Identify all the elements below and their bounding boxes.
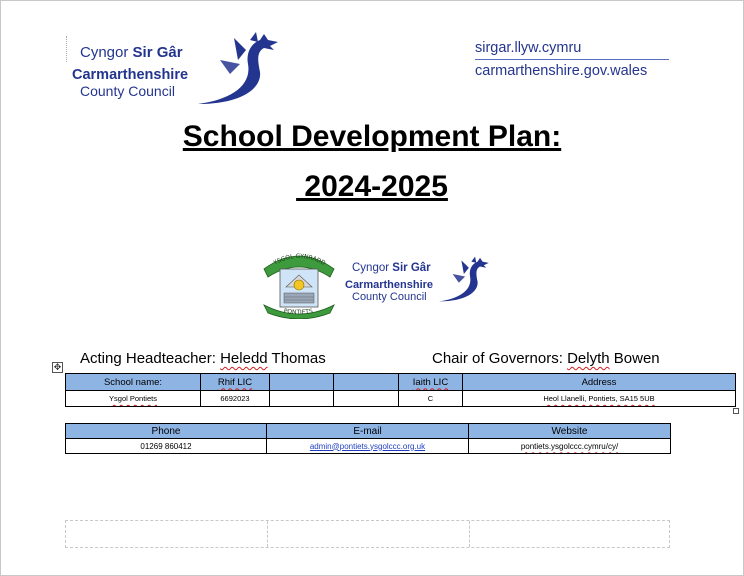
header-rhif-lic: Rhif LIC [201,374,270,391]
council-logo-small [344,248,494,310]
svg-text:YSGOL GYNRADD: YSGOL GYNRADD [272,252,327,268]
contact-info-table [65,423,671,454]
table-header-row [66,374,736,391]
logo-line2: Carmarthenshire [72,67,189,83]
welsh-web-address[interactable]: sirgar.llyw.cymru [475,40,669,60]
document-title: School Development Plan: [182,120,562,153]
header-school-name: School name: [66,374,201,391]
header-phone: Phone [66,424,267,439]
table-row [66,391,736,407]
council-web-addresses [475,40,669,79]
school-crest-icon [258,247,340,319]
header-address: Address [463,374,736,391]
svg-text:PONTIETS: PONTIETS [283,307,314,317]
table-move-handle-icon[interactable]: ✥ [53,362,62,372]
header-blank-1 [270,374,334,391]
cell-phone[interactable]: 01269 860412 [66,439,267,454]
dragon-icon [434,248,490,310]
gridline [469,521,470,547]
dragon-icon [190,30,280,106]
council-logo [72,30,282,106]
header-website: Website [469,424,671,439]
cell-address[interactable]: Heol Llanelli, Pontiets, SA15 5UB [463,391,736,407]
cell-email[interactable] [267,439,469,454]
header-blank-2 [334,374,399,391]
school-info-table [65,373,736,407]
document-year: 2024-2025 [296,170,448,203]
cell-school-name[interactable]: Ysgol Pontiets [66,391,201,407]
cell-website[interactable] [469,439,671,454]
logo-small-line3: County Council [352,291,427,303]
cell-iaith-lic[interactable]: C [399,391,463,407]
chair-of-governors: Chair of Governors: Delyth Bowen [432,350,660,367]
header-email: E-mail [267,424,469,439]
margin-marker [66,36,67,62]
table-resize-handle[interactable] [733,408,739,414]
english-web-address[interactable]: carmarthenshire.gov.wales [475,63,648,79]
website-link[interactable]: pontiets.ysgolccc.cymru/cy/ [520,441,619,451]
gridline [267,521,268,547]
header-iaith-lic: Iaith LIC [399,374,463,391]
logo-small-line2: Carmarthenshire [345,279,434,291]
cell-blank-1[interactable] [270,391,334,407]
table-row [66,439,671,454]
email-link[interactable]: admin@pontiets.ysgolccc.org.uk [309,441,426,451]
logo-line3: County Council [80,83,175,99]
empty-table-gridlines [65,520,670,548]
table-header-row [66,424,671,439]
logo-small-line1: Cyngor Sir Gâr [352,262,431,274]
cell-rhif-lic[interactable]: 6692023 [201,391,270,407]
logo-line1: Cyngor Sir Gâr [80,44,183,61]
cell-blank-2[interactable] [334,391,399,407]
acting-headteacher: Acting Headteacher: Heledd Thomas [80,350,326,367]
